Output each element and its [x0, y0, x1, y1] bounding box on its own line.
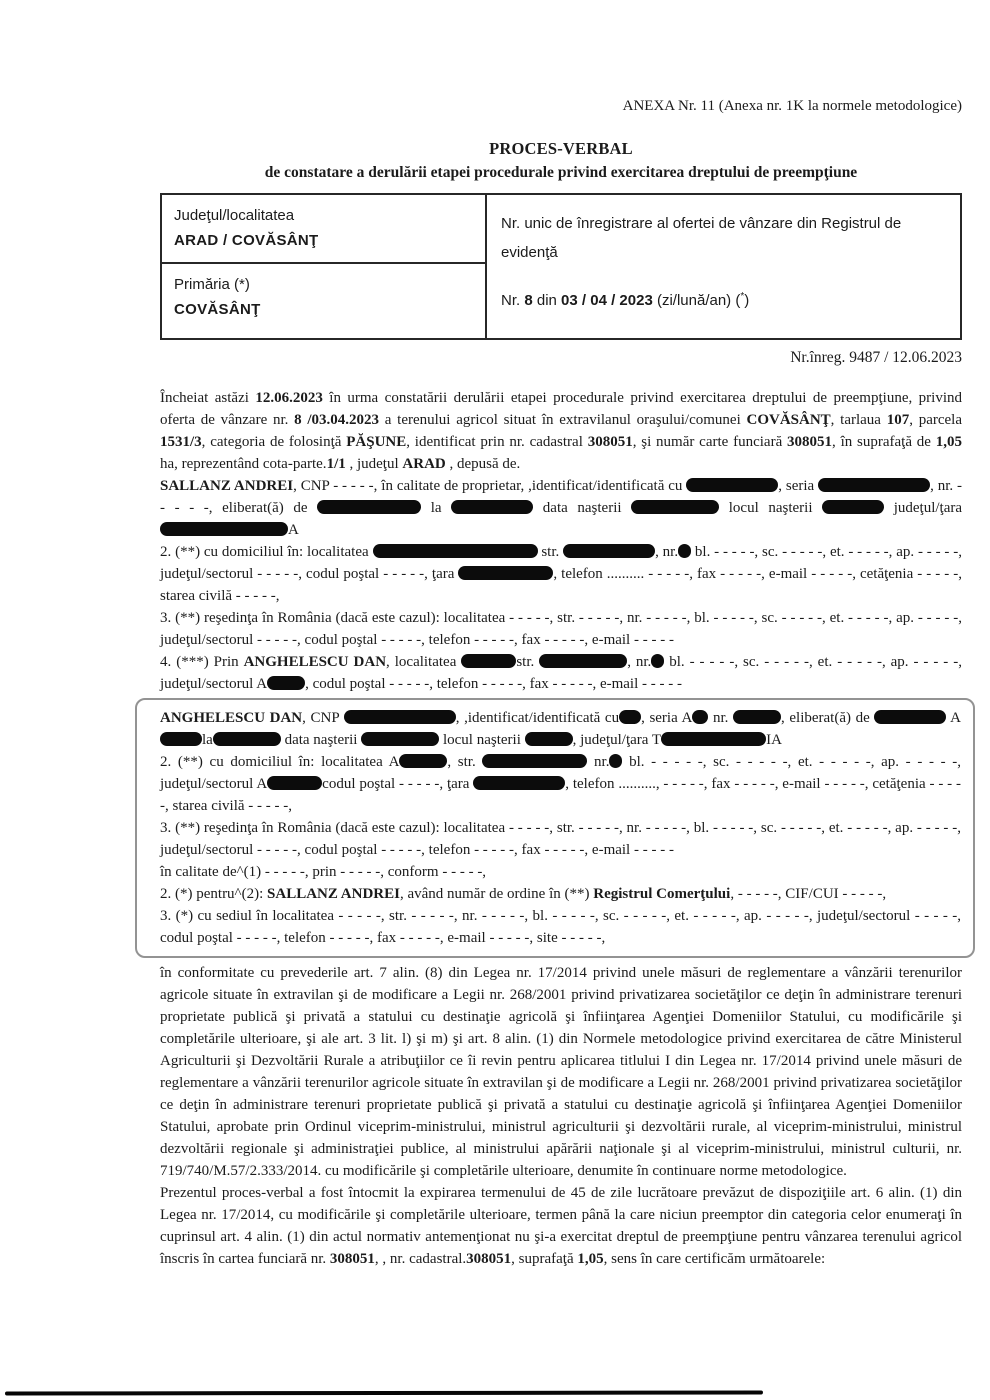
redaction-mark — [267, 676, 305, 690]
paragraph: Prezentul proces-verbal a fost întocmit la expirarea termenului de 45 de zile lucrătoare prevăzut de dispoziţiile art. 6 alin. (1) din Legea nr. 17/2014, cu modificările şi completările ulterioare, termen până la care niciun preemptor din categoria celor enumeraţi în cuprinsul art. 4 alin. (1) din actul normativ antemenţionat nu şi-a exercitat dreptul de preempţiune pentru vânzarea terenului agricol înscris în cartea funciară nr. 308051, , nr. cadastral.308051, suprafaţă 1,05, sens în care certificăm următoarele: — [160, 1185, 962, 1267]
info-table — [160, 193, 962, 340]
redaction-mark — [473, 776, 565, 790]
redaction-mark — [461, 654, 516, 668]
cityhall-label: Primăria (*) — [174, 276, 250, 293]
paragraph: în conformitate cu prevederile art. 7 alin. (8) din Legea nr. 17/2014 privind unele măsuri de reglementare a vânzării terenurilor agricole situate în extravilan şi de modificare a Legii nr. 268/2001 privind privatizarea societăţilor ce deţin în administrare terenuri proprietate publică şi privată a statului cu destinaţie agricolă şi înfiinţarea Agenţiei Domeniilor Statului, cu modificările şi completările ulterioare, şi ale art. 3 lit. l) şi m) şi art. 8 alin. (1) din Normele metodologice privind exercitarea de către Ministerul Agriculturii şi Dezvoltării Rurale a atribuţiilor ce îi revin pentru aplicarea titlului I din Legea nr. 17/2014 privind unele măsuri de reglementare a vânzării terenurilor agricole situate în extravilan şi de modificare a Legii nr. 268/2001 privind privatizarea societăţilor ce deţin în administrare terenuri proprietate publică şi privată a statului cu destinaţie agricolă şi înfiinţarea Agenţiei Domeniilor Statului, aprobate prin Ordinul viceprim-ministrului, ministrul agriculturii şi dezvoltării rurale, al viceprim-ministrului, ministrul dezvoltării regionale şi administraţiei publice, al ministrului apărării naţionale şi al viceprim-ministrului, ministrul culturii, nr. 719/740/M.57/2.333/2014. cu modificările şi completările ulterioare, denumite în continuare norme metodologice. — [160, 965, 962, 1179]
cityhall-cell — [162, 262, 485, 338]
registration-note: Nr.înreg. 9487 / 12.06.2023 — [790, 349, 962, 366]
redaction-mark — [482, 754, 587, 768]
redaction-mark — [317, 500, 421, 514]
paragraph: în calitate de^(1) - - - - -, prin - - - - -, conform - - - - -, — [160, 864, 487, 880]
cityhall-value: COVĂSÂNŢ — [174, 301, 261, 318]
paragraph: SALLANZ ANDREI, CNP - - - - -, în calitate de proprietar, ,identificat/identificată cu , seria , nr. - - - - -, eliberat(ă) de la data naşterii locul naşterii judeţul/ţara A — [160, 478, 963, 538]
redaction-mark — [619, 710, 641, 724]
redaction-mark — [686, 478, 778, 492]
paragraph: Nr. 8 din 03 / 04 / 2023 (zi/lună/an) (*) — [501, 291, 750, 309]
paragraph: 3. (*) cu sediul în localitatea - - - - -, str. - - - - -, nr. - - - - -, bl. - - - - -, sc. - - - - -, et. - - - - -, ap. - - - - -, judeţul/sectorul - - - - -, codul poştal - - - - -, telefon - - - - -, fax - - - - -, e-mail - - - - -, site - - - - -, — [160, 908, 961, 946]
registry-cell — [487, 195, 960, 338]
page-title: PROCES-VERBAL — [489, 139, 633, 158]
redaction-mark — [563, 544, 655, 558]
registry-number — [501, 282, 946, 315]
paragraph: 4. (***) Prin ANGHELESCU DAN, localitatea str. , nr. bl. - - - - -, sc. - - - - -, et. - - - - -, ap. - - - - -, judeţul/sectorul A , codul poştal - - - - -, telefon - - - - -, fax - - - - -, e-mail - - - - - — [160, 654, 962, 692]
intro-paragraphs — [160, 387, 962, 695]
redaction-mark — [818, 478, 930, 492]
paragraph: ANGHELESCU DAN, CNP , ,identificat/identificată cu , seria A nr. , eliberat(ă) de Ala data naşterii locul naşterii , judeţul/ţara T IA — [160, 710, 961, 748]
redaction-mark — [651, 654, 664, 668]
registry-label: Nr. unic de înregistrare al ofertei de vânzare din Registrul de evidenţă — [501, 215, 902, 261]
redaction-mark — [160, 732, 202, 746]
paragraph: 3. (**) reşedinţa în România (dacă este cazul): localitatea - - - - -, str. - - - - -, nr. - - - - -, bl. - - - - -, sc. - - - - -, et. - - - - -, ap. - - - - -, judeţul/sectorul - - - - -, codul poştal - - - - -, telefon - - - - -, fax - - - - -, e-mail - - - - - — [160, 820, 961, 858]
redaction-mark — [692, 710, 708, 724]
redaction-mark — [213, 732, 281, 746]
redaction-mark — [609, 754, 622, 768]
redaction-mark — [361, 732, 439, 746]
document-content — [160, 0, 962, 1270]
redaction-mark — [458, 566, 553, 580]
paragraph: Încheiat astăzi 12.06.2023 în urma constatării derulării etapei procedurale privind exercitarea dreptului de preempţiune, privind oferta de vânzare nr. 8 /03.04.2023 a terenului agricol situat în extravilanul oraşului/comunei COVĂSÂNŢ, tarlaua 107, parcela 1531/3, categoria de folosinţă PĂŞUNE, identificat prin nr. cadastral 308051, şi număr carte funciară 308051, în suprafaţă de 1,05 ha, reprezentând cota-parte.1/1 , judeţul ARAD , depusă de. — [160, 390, 963, 472]
county-cell — [162, 195, 485, 262]
county-value: ARAD / COVĂSÂNŢ — [174, 232, 319, 249]
document-body — [160, 387, 962, 1270]
info-table-left-column — [162, 195, 487, 338]
paragraph: 2. (**) cu domiciliul în: localitatea str. , nr. bl. - - - - -, sc. - - - - -, et. - - - - -, ap. - - - - -, judeţul/sectorul - - - - -, codul poştal - - - - -, ţara , telefon .......... - - - - -, fax - - - - -, e-mail - - - - -, cetăţenia - - - - -, starea civilă - - - - -, — [160, 544, 962, 604]
paragraph: 3. (**) reşedinţa în România (dacă este cazul): localitatea - - - - -, str. - - - - -, nr. - - - - -, bl. - - - - -, sc. - - - - -, et. - - - - -, ap. - - - - -, judeţul/sectorul - - - - -, codul poştal - - - - -, telefon - - - - -, fax - - - - -, e-mail - - - - - — [160, 610, 962, 648]
annex-note: ANEXA Nr. 11 (Anexa nr. 1K la normele metodologice) — [622, 98, 962, 114]
legal-paragraphs — [160, 962, 962, 1270]
redaction-mark — [160, 522, 288, 536]
redaction-mark — [451, 500, 533, 514]
redaction-mark — [525, 732, 573, 746]
redaction-mark — [267, 776, 322, 790]
redaction-mark — [661, 732, 766, 746]
redaction-mark — [822, 500, 884, 514]
redaction-mark — [539, 654, 627, 668]
paragraph: 2. (**) cu domiciliul în: localitatea A , str. nr. bl. - - - - -, sc. - - - - -, et. - - - - -, ap. - - - - -, judeţul/sectorul A codul poştal - - - - -, ţara , telefon .........., - - - - -, fax - - - - -, e-mail - - - - -, cetăţenia - - - - -, starea civilă - - - - -, — [160, 754, 962, 814]
county-label: Judeţul/localitatea — [174, 207, 295, 224]
redaction-mark — [373, 544, 538, 558]
scan-edge-artifact — [5, 1390, 763, 1395]
redaction-mark — [631, 500, 719, 514]
representative-box — [135, 698, 975, 958]
redaction-mark — [733, 710, 781, 724]
redaction-mark — [874, 710, 946, 724]
redaction-mark — [344, 710, 456, 724]
redaction-mark — [399, 754, 447, 768]
paragraph: 2. (*) pentru^(2): SALLANZ ANDREI, având număr de ordine în (**) Registrul Comerţului, - - - - -, CIF/CUI - - - - -, — [160, 886, 887, 902]
redaction-mark — [678, 544, 691, 558]
page-subtitle: de constatare a derulării etapei procedurale privind exercitarea dreptului de preempţiune — [264, 164, 858, 181]
